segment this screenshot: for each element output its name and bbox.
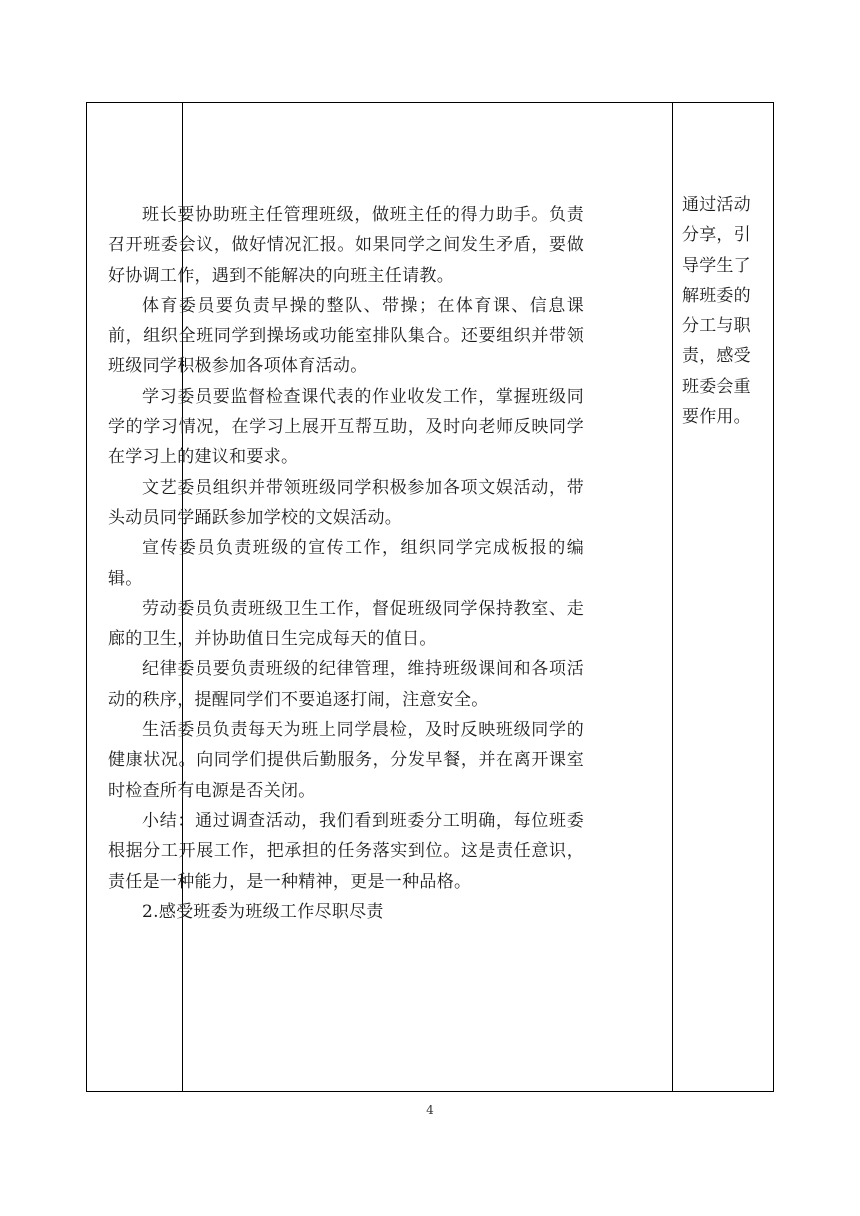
paragraph-publicity-committee: 宣传委员负责班级的宣传工作，组织同学完成板报的编辑。 [108, 538, 584, 589]
design-intent-cell: 通过活动分享，引导学生了解班委的分工与职责，感受班委会重要作用。 [682, 195, 751, 428]
page-number: 4 [426, 1103, 434, 1117]
paragraph-study-committee: 学习委员要监督检查课代表的作业收发工作，掌握班级同学的学习情况，在学习上展开互帮互助，及时向老师反映同学在学习上的建议和要求。 [108, 386, 584, 468]
paragraph-monitor: 班长要协助班主任管理班级，做班主任的得力助手。负责召开班委会议，做好情况汇报。如果同学之间发生矛盾，要做好协调工作，遇到不能解决的向班主任请教。 [108, 205, 584, 286]
activity-content-cell [108, 108, 584, 927]
paragraph-discipline-committee: 纪律委员要负责班级的纪律管理，维持班级课间和各项活动的秩序，提醒同学们不要追逐打闹，注意安全。 [108, 659, 584, 710]
section-heading: 2.感受班委为班级工作尽职尽责 [142, 901, 384, 922]
paragraph-summary: 小结：通过调查活动，我们看到班委分工明确，每位班委根据分工开展工作，把承担的任务落实到位。这是责任意识，责任是一种能力，是一种精神，更是一种品格。 [108, 810, 584, 892]
paragraph-sports-committee: 体育委员要负责早操的整队、带操；在体育课、信息课前，组织全班同学到操场或功能室排队集合。还要组织并带领班级同学积极参加各项体育活动。 [108, 295, 584, 377]
paragraph-life-committee: 生活委员负责每天为班上同学晨检，及时反映班级同学的健康状况。向同学们提供后勤服务，分发早餐，并在离开课室时检查所有电源是否关闭。 [108, 720, 584, 801]
column-divider-right [672, 103, 673, 1091]
paragraph-arts-committee: 文艺委员组织并带领班级同学积极参加各项文娱活动，带头动员同学踊跃参加学校的文娱活动。 [108, 477, 584, 528]
paragraph-labor-committee: 劳动委员负责班级卫生工作，督促班级同学保持教室、走廊的卫生，并协助值日生完成每天的值日。 [108, 598, 584, 650]
